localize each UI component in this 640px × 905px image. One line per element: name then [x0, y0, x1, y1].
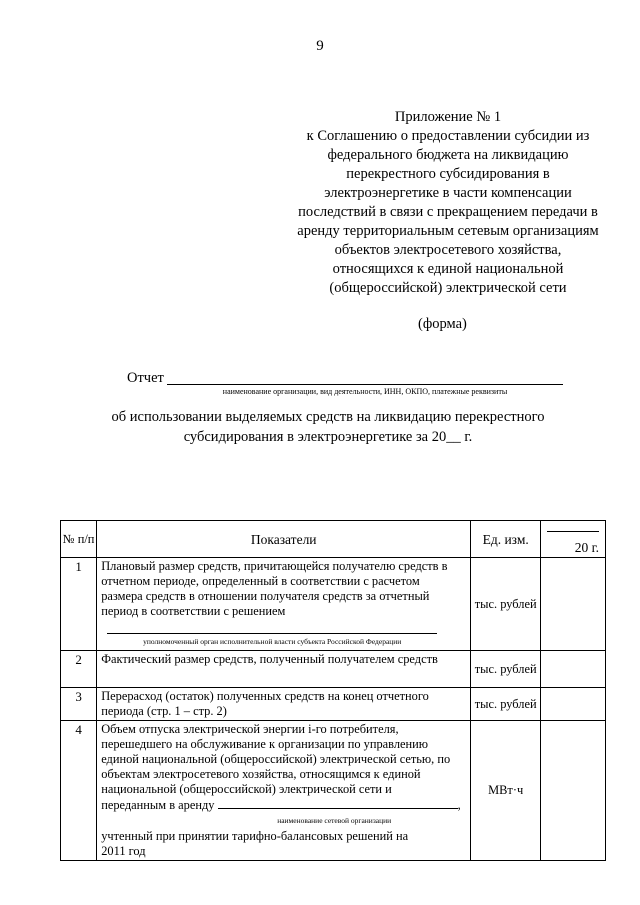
row-text-line: Фактический размер средств, полученный получателем средств — [101, 652, 438, 666]
network-organization-field[interactable] — [218, 797, 458, 809]
network-organization-caption: наименование сетевой организации — [277, 816, 392, 825]
appendix-line: последствий в связи с прекращением передачи в — [298, 204, 598, 220]
indicators-table — [60, 520, 606, 861]
appendix-line: федерального бюджета на ликвидацию — [327, 147, 569, 163]
appendix-line: электроэнергетике в части компенсации — [324, 185, 572, 201]
report-subject-line: субсидирования в электроэнергетике за 20__ г. — [183, 429, 473, 445]
report-subject-line: об использовании выделяемых средств на ликвидацию перекрестного — [111, 409, 545, 425]
row-text-line: учтенный при принятии тарифно-балансовых решений на — [101, 829, 409, 843]
table-header-row — [61, 521, 606, 558]
report-title-row — [127, 370, 567, 400]
lease-text: переданным в аренду — [101, 798, 215, 812]
row-text-line: единой национальной (общероссийской) электрической сетью, по — [101, 752, 451, 766]
appendix-line: аренду территориальным сетевым организациям — [297, 223, 599, 239]
row-text-line: Перерасход (остаток) полученных средств на конец отчетного — [101, 689, 429, 703]
appendix-line: (общероссийской) электрической сети — [329, 280, 567, 296]
row-description — [97, 688, 471, 721]
row-description — [97, 558, 471, 651]
table-row — [61, 721, 606, 861]
header-number: № п/п — [61, 521, 97, 558]
row-number: 2 — [61, 651, 97, 688]
row-unit: тыс. рублей — [471, 558, 541, 651]
form-label: (форма) — [418, 316, 467, 332]
row-text-line: национальной (общероссийской) электрической сети и — [101, 782, 392, 796]
report-organization-field[interactable] — [167, 384, 563, 385]
row-value-cell[interactable] — [541, 651, 606, 688]
report-word: Отчет — [127, 370, 164, 386]
row-text-line: периода (стр. 1 – стр. 2) — [101, 704, 227, 718]
header-indicators: Показатели — [97, 521, 471, 558]
page-number: 9 — [316, 38, 324, 54]
table-row — [61, 688, 606, 721]
row-text-line: перешедшего на обслуживание к организации по управлению — [101, 737, 429, 751]
appendix-line: к Соглашению о предоставлении субсидии из — [306, 128, 590, 144]
row-text-line: период в соответствии с решением — [101, 604, 286, 618]
appendix-line: Приложение № 1 — [394, 109, 502, 125]
row-value-cell[interactable] — [541, 688, 606, 721]
row-description — [97, 651, 471, 688]
row-description: Объем отпуска электрической энергии i-го потребителя, перешедшего на обслуживание к организации по управлению единой национальной (общероссийской) электрической сетью, по объектам электросетевого хозяйства, относящимся к единой национальной (общероссийской) электрической сети и переданным в аренду , наименование сетевой организации учтенный при принятии тарифно-балансовых решений на 2011 год — [97, 721, 471, 861]
header-year-label: 20 г. — [574, 540, 599, 555]
row-number: 4 — [61, 721, 97, 861]
row-text-line: Объем отпуска электрической энергии i-го потребителя, — [101, 722, 399, 736]
row-value-cell[interactable] — [541, 558, 606, 651]
appendix-header — [290, 108, 606, 298]
row-text-line: 2011 год — [101, 844, 146, 858]
appendix-line: объектов электросетевого хозяйства, — [334, 242, 562, 258]
header-year — [541, 521, 606, 558]
row-text-line: отчетном периоде, определенный в соответствии с расчетом — [101, 574, 420, 588]
row-value-cell[interactable] — [541, 721, 606, 861]
row-text-line: Плановый размер средств, причитающейся получателю средств в — [101, 559, 448, 573]
authority-caption: уполномоченный орган исполнительной власти субъекта Российской Федерации — [143, 637, 402, 646]
row-number: 3 — [61, 688, 97, 721]
row-text-line: объектам электросетевого хозяйства, относящимся к единой — [101, 767, 421, 781]
row-unit: МВт·ч — [471, 721, 541, 861]
appendix-line: относящихся к единой национальной — [332, 261, 564, 277]
table-row — [61, 558, 606, 651]
appendix-line: перекрестного субсидирования в — [346, 166, 550, 182]
report-organization-caption: наименование организации, вид деятельности, ИНН, ОКПО, платежные реквизиты — [222, 387, 508, 396]
row-text-line: размера средств в отношении получателя средств за отчетный — [101, 589, 430, 603]
row-unit: тыс. рублей — [471, 651, 541, 688]
row-unit: тыс. рублей — [471, 688, 541, 721]
table-row — [61, 651, 606, 688]
row-number: 1 — [61, 558, 97, 651]
header-unit: Ед. изм. — [471, 521, 541, 558]
report-subject — [100, 407, 556, 447]
